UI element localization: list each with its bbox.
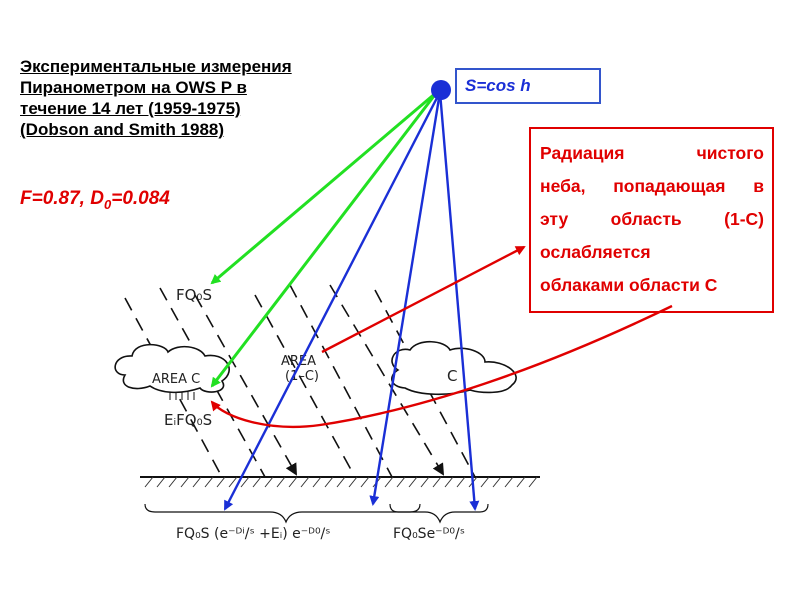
note-line-1: Радиация чистого xyxy=(540,143,764,163)
heading-line-3: течение 14 лет (1959-1975) xyxy=(20,99,241,118)
brace-left xyxy=(145,504,420,522)
source-point xyxy=(431,80,451,100)
green-arrow-fq0s xyxy=(212,92,437,283)
label-cloud-c: C xyxy=(447,367,458,385)
note-line-3: эту область (1-С) xyxy=(540,209,764,229)
param-f-value: =0.87, xyxy=(31,188,91,209)
label-area-top: AREA xyxy=(281,354,317,369)
param-d-label: D xyxy=(90,188,104,209)
brace-right xyxy=(390,504,488,522)
formula-right: FQ₀Se⁻ᴰ⁰/ˢ xyxy=(393,526,465,542)
label-area-bottom: (1–C) xyxy=(285,369,319,384)
param-d-value: =0.084 xyxy=(111,188,170,209)
note-line-5: облаками области С xyxy=(540,275,718,295)
param-f-label: F xyxy=(20,188,32,209)
heading-line-1: Экспериментальные измерения xyxy=(20,57,292,76)
note-line-2: неба, попадающая в xyxy=(540,176,764,196)
heading-line-4: (Dobson and Smith 1988) xyxy=(20,120,225,139)
note-line-4: ослабляется xyxy=(540,242,651,262)
label-ei-fq0s: EᵢFQ₀S xyxy=(164,411,213,429)
param-d-sub: 0 xyxy=(103,196,112,212)
formula-left: FQ₀S (e⁻ᴰⁱ/ˢ +Eᵢ) e⁻ᴰ⁰/ˢ xyxy=(176,526,331,542)
label-fq0s: FQ₀S xyxy=(176,286,212,304)
blue-arrow-right xyxy=(440,92,475,509)
ground xyxy=(140,477,540,487)
blue-arrow-middle xyxy=(373,92,440,504)
heading-line-2: Пиранометром на OWS P в xyxy=(20,78,247,97)
source-box: S=cos h xyxy=(455,68,601,104)
label-area-c: AREA C xyxy=(152,372,201,387)
drizzle-marks xyxy=(170,392,194,400)
